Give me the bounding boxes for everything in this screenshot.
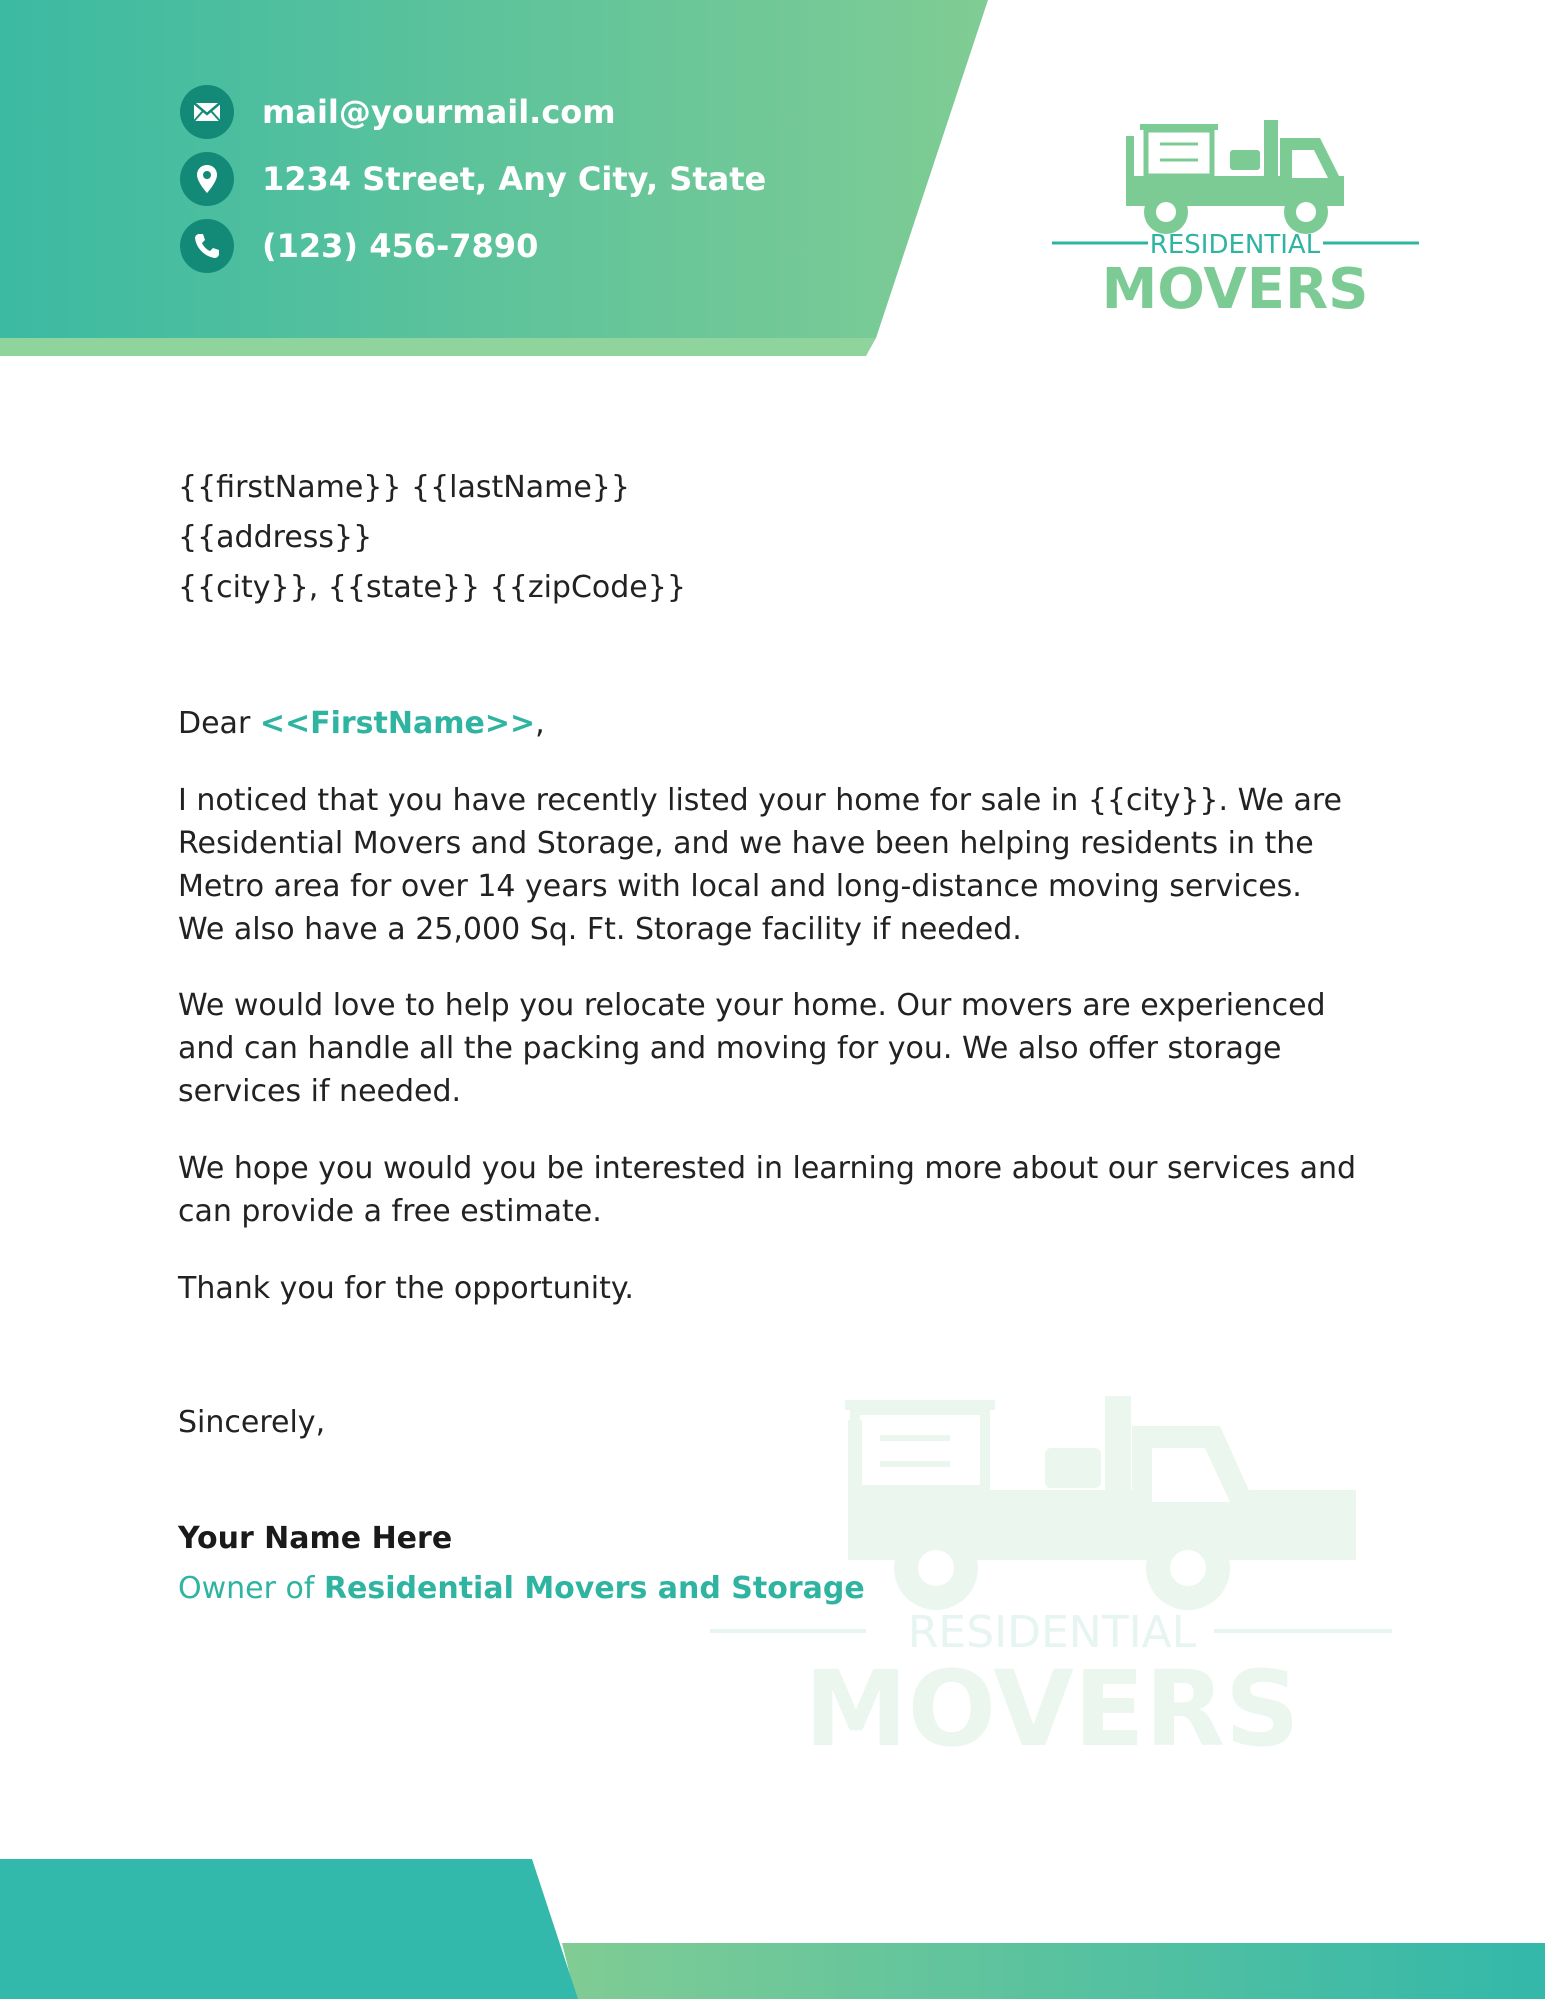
mail-icon bbox=[180, 85, 234, 139]
paragraph-line: Residential Movers and Storage, and we have been helping residents in the bbox=[178, 826, 1314, 861]
recipient-name: {{firstName}} {{lastName}} bbox=[178, 470, 630, 505]
contact-email bbox=[180, 85, 616, 139]
paragraph-1 bbox=[178, 779, 1342, 951]
signer-name: Your Name Here bbox=[178, 1521, 453, 1556]
phone-text[interactable]: (123) 456-7890 bbox=[262, 227, 539, 265]
paragraph-line: We would love to help you relocate your home. Our movers are experienced bbox=[178, 988, 1326, 1023]
truck-watermark-icon bbox=[845, 1396, 1356, 1610]
paragraph-line: services if needed. bbox=[178, 1074, 462, 1109]
watermark-line2: MOVERS bbox=[804, 1648, 1300, 1760]
paragraph-line: can provide a free estimate. bbox=[178, 1194, 602, 1229]
logo-line1: RESIDENTIAL bbox=[1149, 230, 1321, 260]
greeting bbox=[178, 702, 545, 745]
sign-off: Sincerely, bbox=[178, 1405, 326, 1440]
company-logo bbox=[1048, 112, 1423, 312]
email-text[interactable]: mail@yourmail.com bbox=[262, 93, 616, 131]
location-pin-icon bbox=[180, 152, 234, 206]
paragraph-line: I noticed that you have recently listed your home for sale in {{city}}. We are bbox=[178, 783, 1342, 818]
recipient-city: {{city}}, {{state}} {{zipCode}} bbox=[178, 570, 686, 605]
truck-icon bbox=[1126, 120, 1344, 234]
contact-address bbox=[180, 152, 766, 206]
paragraph-line: Metro area for over 14 years with local and long-distance moving services. bbox=[178, 869, 1302, 904]
paragraph-3 bbox=[178, 1147, 1356, 1233]
signer-title-prefix: Owner of bbox=[178, 1571, 324, 1606]
paragraph-2 bbox=[178, 984, 1326, 1113]
logo-line2: MOVERS bbox=[1101, 257, 1369, 312]
phone-icon bbox=[180, 219, 234, 273]
paragraph-line: We hope you would you be interested in learning more about our services and bbox=[178, 1151, 1357, 1186]
footer-band bbox=[0, 1855, 1545, 1999]
contact-phone bbox=[180, 219, 538, 273]
greeting-name: <<FirstName>> bbox=[259, 706, 536, 741]
signer-company: Residential Movers and Storage bbox=[323, 1571, 865, 1606]
watermark-line1: RESIDENTIAL bbox=[907, 1607, 1197, 1658]
signer-title bbox=[178, 1567, 865, 1610]
greeting-suffix: , bbox=[535, 706, 545, 741]
greeting-prefix: Dear bbox=[178, 706, 260, 741]
recipient-address: {{address}} bbox=[178, 520, 373, 555]
paragraph-line: We also have a 25,000 Sq. Ft. Storage facility if needed. bbox=[178, 912, 1022, 947]
address-text: 1234 Street, Any City, State bbox=[262, 160, 767, 198]
paragraph-line: and can handle all the packing and moving for you. We also offer storage bbox=[178, 1031, 1282, 1066]
paragraph-4: Thank you for the opportunity. bbox=[178, 1271, 634, 1306]
